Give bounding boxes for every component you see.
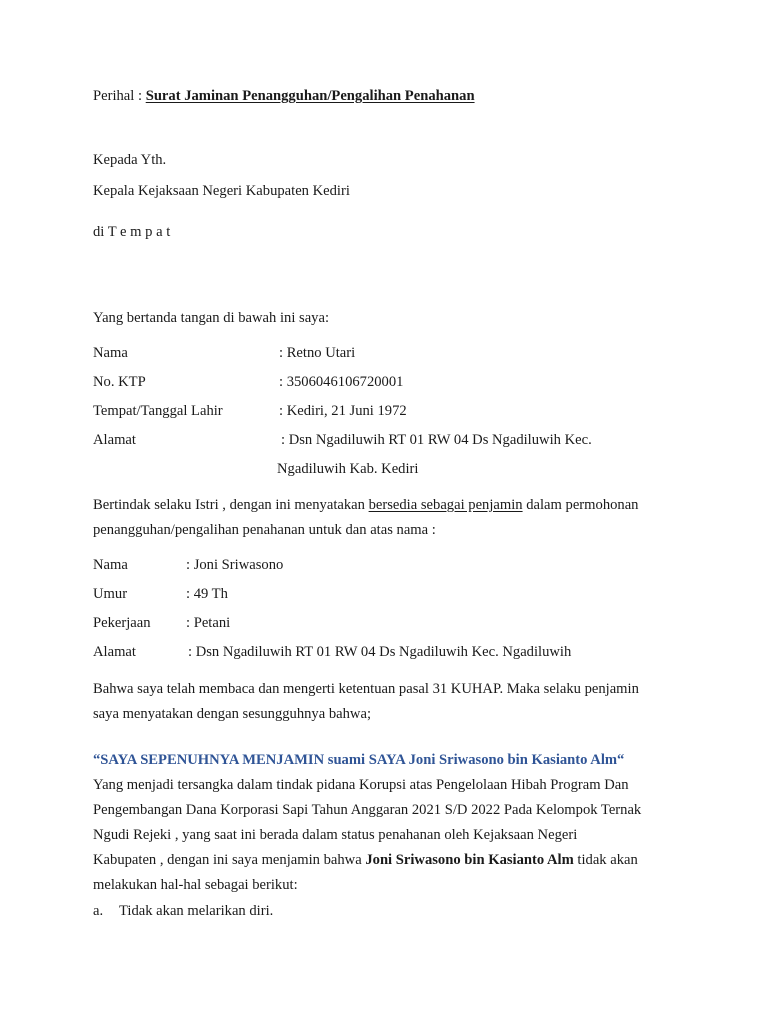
guarantee-line-1: Yang menjadi tersangka dalam tindak pidana Korupsi atas Pengelolaan Hibah Program Dan <box>93 777 629 793</box>
detainee-job-value: : Petani <box>186 615 231 631</box>
guarantee-line-2: Pengembangan Dana Korporasi Sapi Tahun Anggaran 2021 S/D 2022 Pada Kelompok Ternak <box>93 802 642 818</box>
guarantor-ktp-value: : 3506046106720001 <box>279 374 404 390</box>
guarantee-line4-part2: tidak akan <box>573 852 638 868</box>
guarantor-birth-value: : Kediri, 21 Juni 1972 <box>279 403 407 419</box>
guarantee-line-4 <box>93 851 638 869</box>
guarantor-address-value-2: Ngadiluwih Kab. Kediri <box>277 461 419 477</box>
declaration-line-2: saya menyatakan dengan sesungguhnya bahwa; <box>93 706 372 722</box>
guarantee-line-3: Ngudi Rejeki , yang saat ini berada dalam status penahanan oleh Kejaksaan Negeri <box>93 827 578 843</box>
statement-part1: Bertindak selaku Istri , dengan ini menyatakan <box>93 497 369 513</box>
guarantor-name-label: Nama <box>93 345 128 361</box>
list-item-text: Tidak akan melarikan diri. <box>119 903 274 919</box>
guarantor-name-value: : Retno Utari <box>279 345 356 361</box>
guarantor-address-label: Alamat <box>93 432 136 448</box>
statement-line-1 <box>93 496 638 514</box>
guarantee-line4-part1: Kabupaten , dengan ini saya menjamin bahwa <box>93 852 366 868</box>
declaration-line-1: Bahwa saya telah membaca dan mengerti ketentuan pasal 31 KUHAP. Maka selaku penjamin <box>93 681 639 697</box>
detainee-address-value: : Dsn Ngadiluwih RT 01 RW 04 Ds Ngadiluwih Kec. Ngadiluwih <box>188 644 572 660</box>
recipient-place: di T e m p a t <box>93 224 171 240</box>
detainee-age-value: : 49 Th <box>186 586 228 602</box>
guarantee-line-5: melakukan hal-hal sebagai berikut: <box>93 877 298 893</box>
list-item-marker: a. <box>93 903 104 919</box>
subject-line <box>93 87 475 105</box>
detainee-name-value: : Joni Sriwasono <box>186 557 284 573</box>
statement-underlined: bersedia sebagai penjamin <box>368 497 523 513</box>
detainee-name-label: Nama <box>93 557 128 573</box>
guarantee-line4-bold: Joni Sriwasono bin Kasianto Alm <box>365 852 574 868</box>
statement-line-2: penangguhan/pengalihan penahanan untuk dan atas nama : <box>93 522 436 538</box>
recipient-addressee: Kepala Kejaksaan Negeri Kabupaten Kediri <box>93 183 350 199</box>
intro-text: Yang bertanda tangan di bawah ini saya: <box>93 310 330 326</box>
detainee-age-label: Umur <box>93 586 128 602</box>
subject-title: Surat Jaminan Penangguhan/Pengalihan Penahanan <box>145 88 475 104</box>
list-item <box>93 902 273 920</box>
subject-prefix: Perihal : <box>93 88 146 104</box>
guarantee-quote: “SAYA SEPENUHNYA MENJAMIN suami SAYA Joni Sriwasono bin Kasianto Alm“ <box>93 752 625 768</box>
detainee-address-label: Alamat <box>93 644 136 660</box>
guarantor-address-value-1: : Dsn Ngadiluwih RT 01 RW 04 Ds Ngadiluwih Kec. <box>281 432 592 448</box>
detainee-job-label: Pekerjaan <box>93 615 151 631</box>
guarantor-ktp-label: No. KTP <box>93 374 146 390</box>
recipient-salutation: Kepada Yth. <box>93 152 167 168</box>
statement-part2: dalam permohonan <box>522 497 639 513</box>
guarantor-birth-label: Tempat/Tanggal Lahir <box>93 403 223 419</box>
